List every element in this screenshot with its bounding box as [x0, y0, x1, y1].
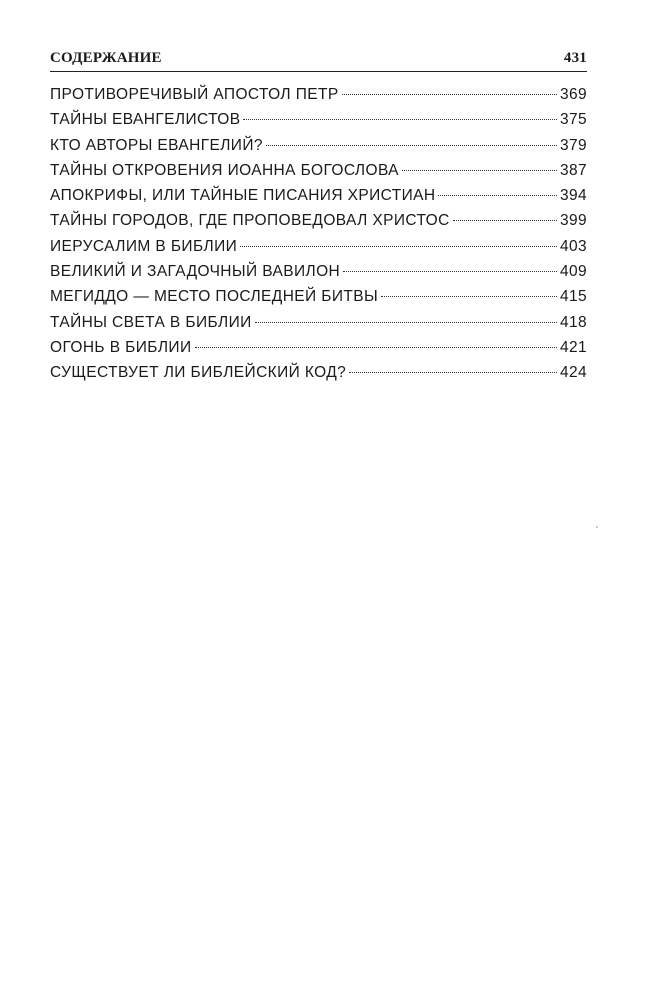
toc-entry: [50, 234, 587, 259]
toc-entry-title: ТАЙНЫ ЕВАНГЕЛИСТОВ: [50, 111, 241, 129]
toc-entry-page: 403: [559, 237, 587, 255]
toc-entry-page: 369: [559, 86, 587, 103]
toc-entry: [50, 133, 587, 158]
dot-leader: [240, 246, 557, 247]
toc-entry-title: ОГОНЬ В БИБЛИИ: [50, 338, 192, 356]
toc-entry: [50, 183, 587, 208]
toc-entry: [50, 310, 587, 335]
toc-entry-title: АПОКРИФЫ, ИЛИ ТАЙНЫЕ ПИСАНИЯ ХРИСТИАН: [50, 187, 436, 205]
toc-entry-title: КТО АВТОРЫ ЕВАНГЕЛИЙ?: [50, 136, 263, 154]
toc-entry-page: 379: [559, 136, 587, 154]
toc-entry-title: ПРОТИВОРЕЧИВЫЙ АПОСТОЛ ПЕТР: [50, 86, 339, 103]
toc-entry-page: 375: [559, 111, 587, 129]
toc-entry-page: 387: [559, 161, 587, 179]
dot-leader: [343, 271, 557, 272]
dot-leader: [195, 347, 557, 348]
toc-entry: [50, 360, 587, 385]
toc-entry-title: ТАЙНЫ ОТКРОВЕНИЯ ИОАННА БОГОСЛОВА: [50, 161, 399, 179]
dot-leader: [243, 119, 557, 120]
section-title: СОДЕРЖАНИЕ: [50, 50, 162, 66]
toc-entry-page: 409: [559, 263, 587, 281]
toc-entry: [50, 158, 587, 183]
toc-entry-page: 415: [559, 288, 587, 306]
dot-leader: [453, 220, 557, 221]
page-number: 431: [563, 50, 587, 66]
dot-leader: [381, 296, 557, 297]
dot-leader: [349, 372, 557, 373]
dot-leader: [342, 94, 557, 95]
dot-leader: [402, 170, 557, 171]
toc-entry: [50, 259, 587, 284]
toc-entry: [50, 208, 587, 233]
dot-leader: [255, 322, 557, 323]
toc-entry-title: ТАЙНЫ СВЕТА В БИБЛИИ: [50, 313, 252, 331]
toc-entry-title: ИЕРУСАЛИМ В БИБЛИИ: [50, 237, 238, 255]
toc-entry: [50, 335, 587, 360]
running-head: [50, 46, 587, 72]
toc-entry-title: СУЩЕСТВУЕТ ЛИ БИБЛЕЙСКИЙ КОД?: [50, 364, 347, 382]
toc-entry-page: 418: [559, 313, 587, 331]
toc-entry: [50, 284, 587, 309]
dot-leader: [438, 195, 556, 196]
toc-entry: [50, 82, 587, 107]
toc-entry-page: 394: [559, 187, 587, 205]
scan-speck: [596, 526, 598, 528]
toc-entry-page: 424: [559, 364, 587, 382]
dot-leader: [266, 145, 557, 146]
toc-entry-title: ТАЙНЫ ГОРОДОВ, ГДЕ ПРОПОВЕДОВАЛ ХРИСТОС: [50, 212, 450, 230]
toc-entry-page: 421: [559, 338, 587, 356]
toc-entry-title: МЕГИДДО — МЕСТО ПОСЛЕДНЕЙ БИТВЫ: [50, 288, 379, 306]
toc-entry: [50, 107, 587, 132]
toc-entry-page: 399: [559, 212, 587, 230]
toc-entry-title: ВЕЛИКИЙ И ЗАГАДОЧНЫЙ ВАВИЛОН: [50, 263, 341, 281]
table-of-contents: [50, 82, 587, 386]
